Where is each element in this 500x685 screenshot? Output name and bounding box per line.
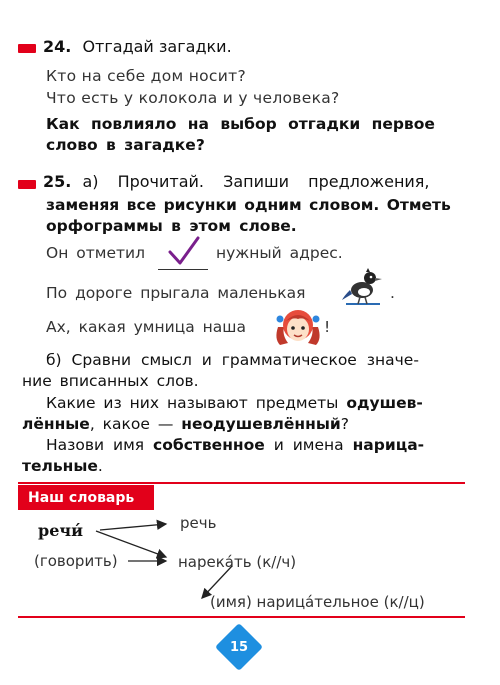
sentence-2-end: . bbox=[390, 284, 395, 302]
question-1-keyword: одушев- bbox=[346, 394, 423, 412]
sentence-1-end: нужный адрес. bbox=[216, 244, 343, 262]
exercise-24-question-line-2: слово в загадке? bbox=[46, 136, 205, 154]
exercise-24-number: 24. bbox=[43, 37, 72, 56]
question-2-keyword-1: лённые bbox=[22, 415, 90, 433]
dictionary-word: речи́ bbox=[38, 521, 83, 540]
question-3-text-2: и имена bbox=[273, 436, 344, 454]
question-2-text: , какое — bbox=[89, 415, 174, 433]
sentence-3-start: Ах, какая умница наша bbox=[46, 318, 246, 336]
dictionary-bottom-rule bbox=[18, 616, 465, 618]
exercise-24-title: Отгадай загадки. bbox=[82, 37, 232, 56]
dictionary-rech: речь bbox=[180, 514, 217, 532]
question-4-keyword: тельные bbox=[22, 457, 98, 475]
exercise-25-line-2: заменяя все рисунки одним словом. Отметь bbox=[46, 196, 451, 214]
exercise-25-line-3: орфограммы в этом слове. bbox=[46, 217, 297, 235]
question-3-keyword-2: нарица- bbox=[352, 436, 425, 454]
question-3-keyword-1: собственное bbox=[153, 436, 265, 454]
part-b-line-1: б) Сравни смысл и грамматическое значе- bbox=[46, 351, 419, 369]
dictionary-govorit: (говорить) bbox=[34, 552, 118, 570]
question-1-text: Какие из них называют предметы bbox=[46, 394, 339, 412]
question-3-text-1: Назови имя bbox=[46, 436, 145, 454]
sentence-2-start: По дороге прыгала маленькая bbox=[46, 284, 306, 302]
exercise-25-number: 25. bbox=[43, 172, 72, 191]
riddle-2: Что есть у колокола и у человека? bbox=[46, 89, 340, 107]
sentence-1-start: Он отметил bbox=[46, 244, 146, 262]
dictionary-narekat: нарека́ть (к//ч) bbox=[178, 553, 297, 571]
question-4-period: . bbox=[97, 457, 103, 475]
sentence-3-end: ! bbox=[324, 318, 331, 336]
question-2-mark: ? bbox=[340, 415, 349, 433]
dictionary-tab: Наш словарь bbox=[18, 485, 154, 510]
exercise-24-question-line-1: Как повлияло на выбор отгадки первое bbox=[46, 115, 435, 133]
part-b-line-2: ние вписанных слов. bbox=[22, 372, 199, 390]
exercise-25-instruction: а) Прочитай. Запиши предложения, bbox=[82, 172, 430, 191]
question-2-keyword-2: неодушевлённый bbox=[181, 415, 341, 433]
dictionary-naritsatelnoe: (имя) нарица́тельное (к//ц) bbox=[210, 593, 425, 611]
riddle-1: Кто на себе дом носит? bbox=[46, 67, 246, 85]
page-number: 15 bbox=[229, 639, 249, 655]
